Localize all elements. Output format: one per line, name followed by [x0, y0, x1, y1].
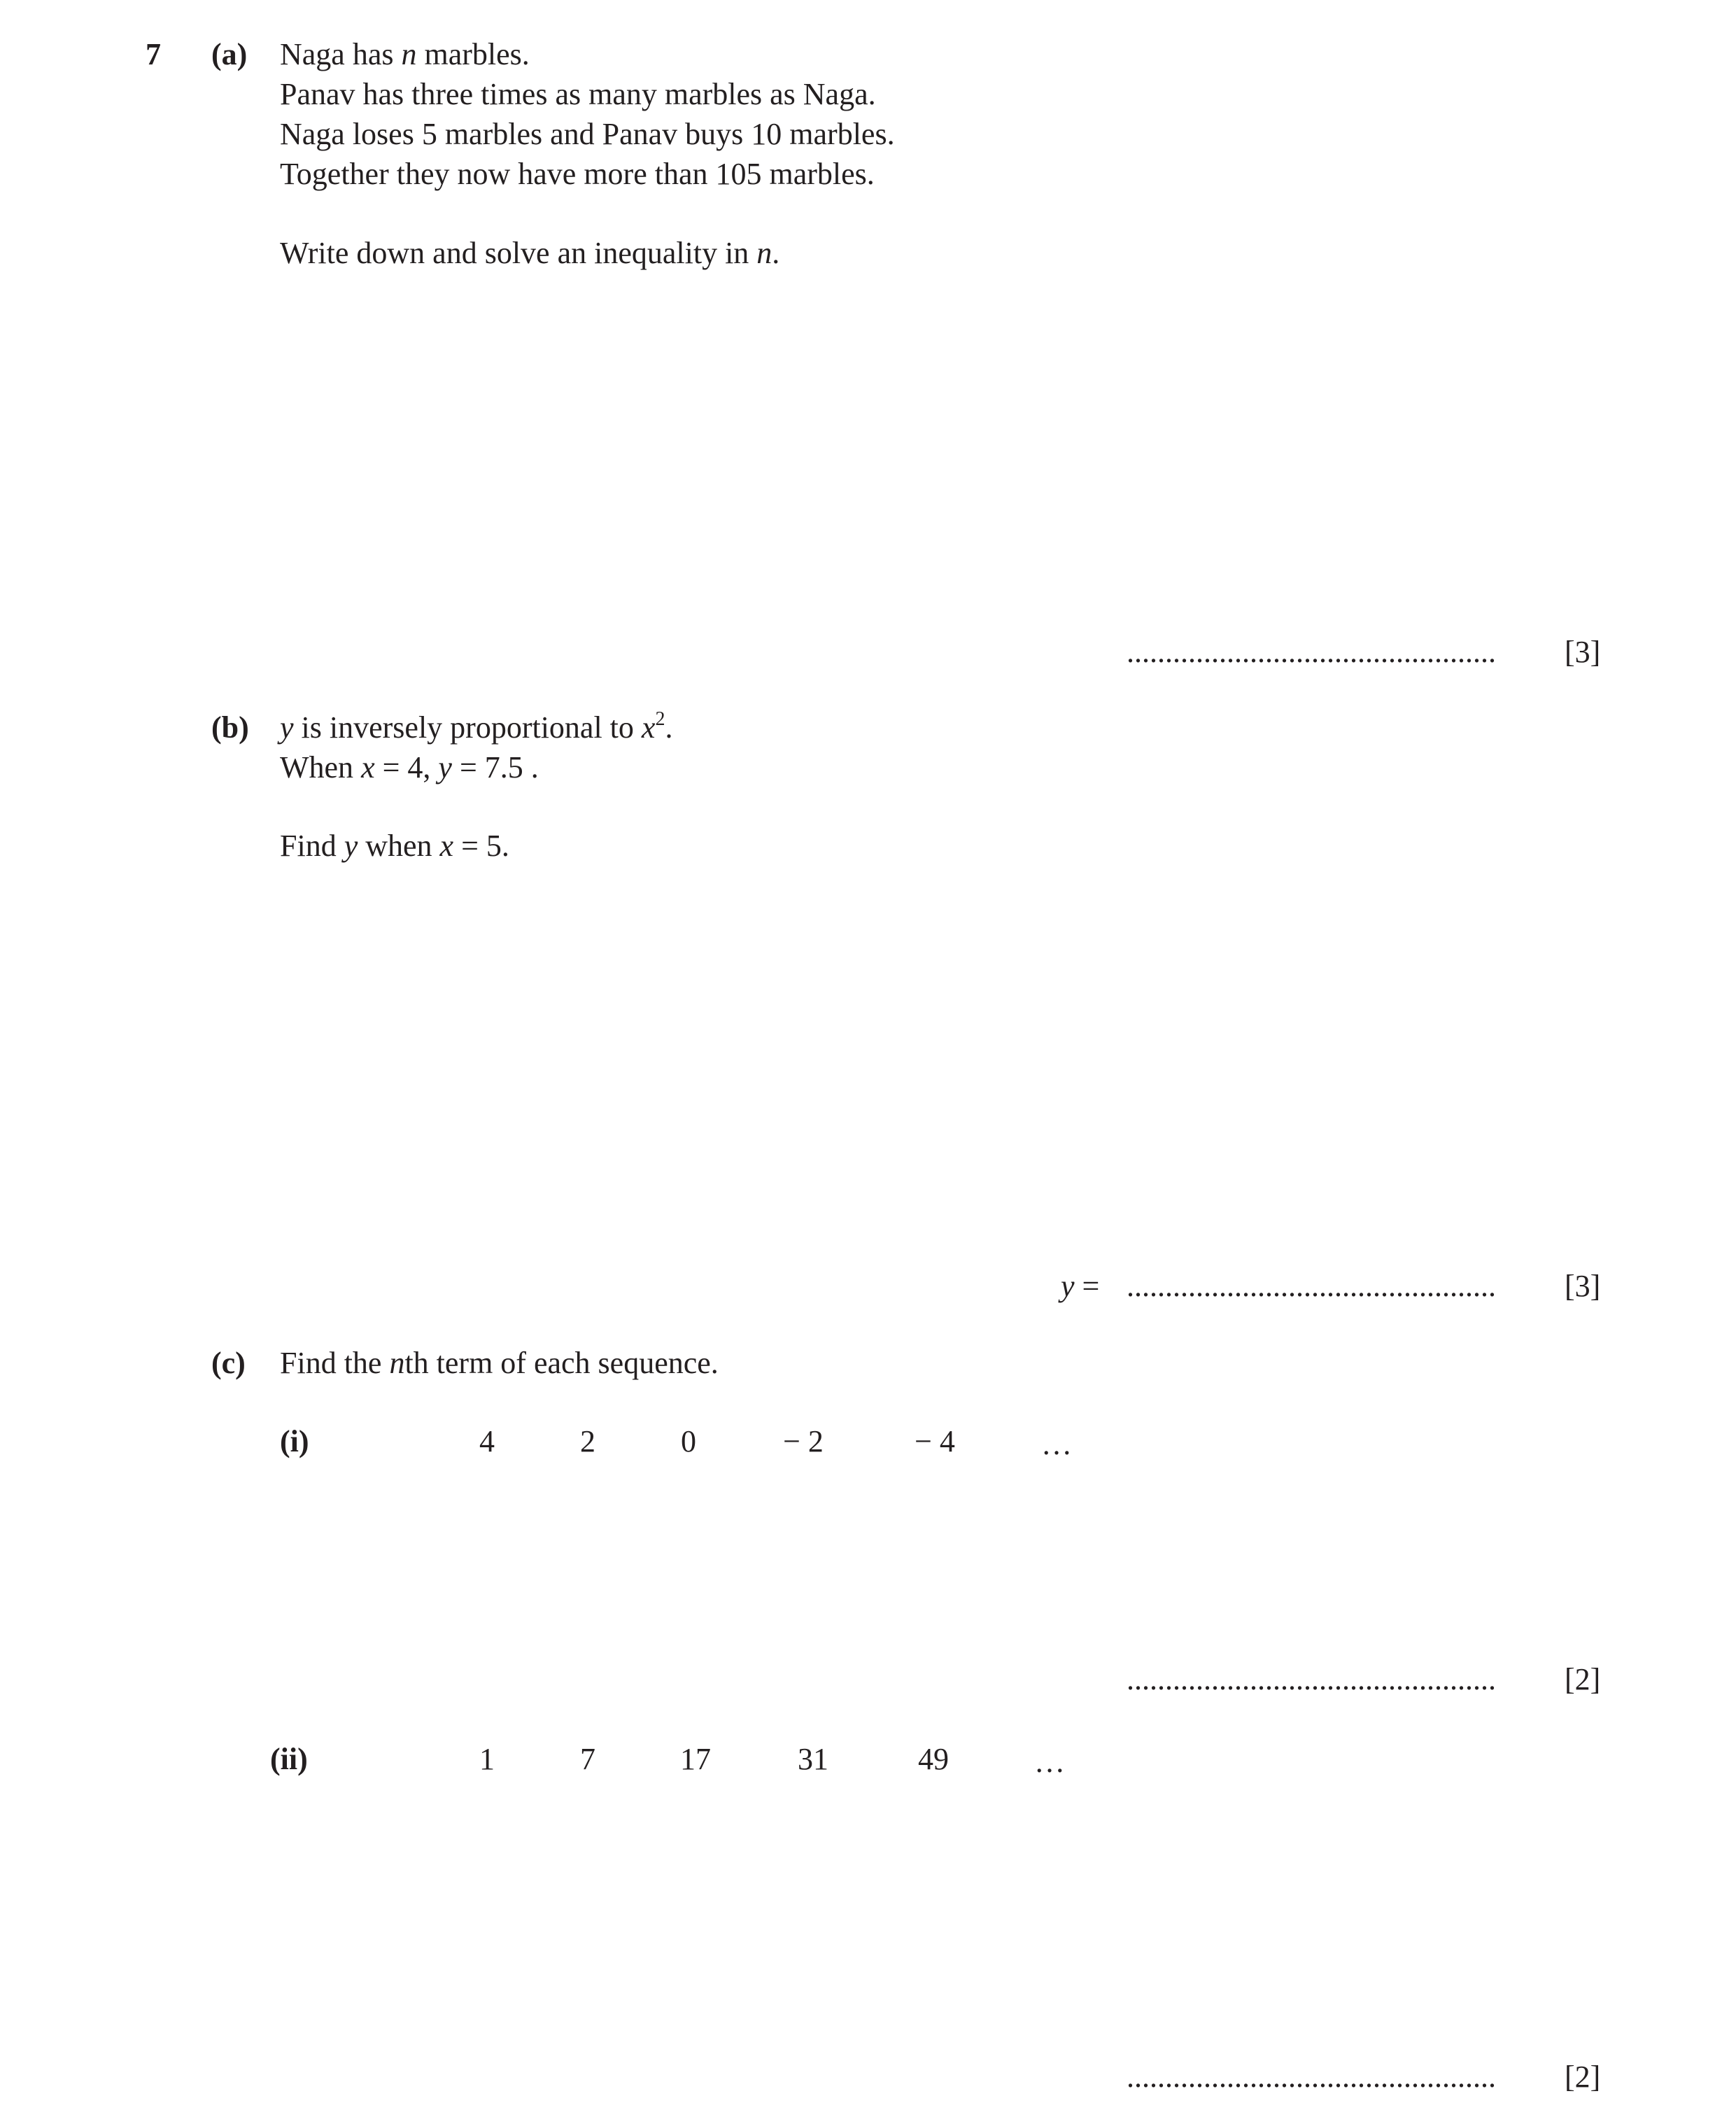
sequence-term: 31: [798, 1742, 828, 1776]
part-a-instruction-post: .: [772, 236, 780, 270]
variable-n: n: [401, 37, 417, 71]
part-b-line-2-mid-1: = 4,: [374, 750, 439, 785]
sequence-term: 49: [918, 1742, 949, 1776]
sequence-term: − 2: [783, 1424, 824, 1458]
exponent: 2: [655, 708, 665, 730]
part-b-line-1-end: .: [665, 710, 673, 745]
variable-y: y: [438, 750, 452, 785]
part-a-line-3: Naga loses 5 marbles and Panav buys 10 marbles.: [280, 117, 895, 151]
sub-i-label: (i): [280, 1424, 309, 1458]
part-a-line-1-pre: Naga has: [280, 37, 402, 71]
variable-n: n: [756, 236, 772, 270]
part-b-line-1: [280, 708, 672, 747]
sequence-term: 1: [479, 1742, 495, 1776]
variable-x: x: [361, 750, 375, 785]
part-a-answer-line[interactable]: ................................................: [1127, 635, 1496, 669]
part-b-instruction-pre: Find: [280, 829, 344, 863]
variable-y: y: [1061, 1269, 1075, 1303]
sub-ii-answer-line[interactable]: ................................................: [1127, 2060, 1496, 2094]
sequence-term: 4: [479, 1424, 495, 1458]
sequence-ellipsis: …: [1041, 1427, 1072, 1461]
part-a-line-4: Together they now have more than 105 marbles.: [280, 157, 875, 191]
part-b-answer-prefix: [1061, 1267, 1099, 1306]
part-b-answer-line[interactable]: ................................................: [1127, 1269, 1496, 1303]
question-number: 7: [146, 37, 161, 71]
part-c-instruction: [280, 1344, 719, 1383]
part-a-instruction-pre: Write down and solve an inequality in: [280, 236, 757, 270]
part-a-line-1-post: marbles.: [416, 37, 530, 71]
variable-x: x: [641, 710, 656, 745]
sequence-term: 0: [681, 1424, 696, 1458]
part-a-line-1: [280, 35, 530, 74]
part-b-marks: [3]: [1565, 1269, 1601, 1303]
sequence-term: 17: [680, 1742, 711, 1776]
part-a-instruction: [280, 234, 779, 273]
part-a-line-2: Panav has three times as many marbles as Naga.: [280, 77, 876, 111]
part-b-line-2-mid-2: = 7.5 .: [451, 750, 539, 785]
variable-y: y: [344, 829, 358, 863]
part-c-label: (c): [211, 1346, 246, 1380]
part-b-instruction: [280, 827, 509, 866]
part-c-instruction-pre: Find the: [280, 1346, 390, 1380]
part-a-marks: [3]: [1565, 635, 1601, 669]
part-a-label: (a): [211, 37, 248, 71]
part-b-line-2: [280, 748, 539, 787]
equals-sign: =: [1074, 1269, 1100, 1303]
sequence-ellipsis: …: [1034, 1745, 1065, 1779]
part-c-instruction-post: th term of each sequence.: [404, 1346, 719, 1380]
sub-ii-marks: [2]: [1565, 2060, 1601, 2094]
part-b-label: (b): [211, 710, 249, 745]
variable-y: y: [280, 710, 294, 745]
sequence-term: 2: [580, 1424, 595, 1458]
sub-ii-label: (ii): [270, 1742, 308, 1776]
sequence-term: − 4: [915, 1424, 955, 1458]
sequence-term: 7: [580, 1742, 595, 1776]
sub-i-answer-line[interactable]: ................................................: [1127, 1662, 1496, 1696]
variable-n: n: [389, 1346, 405, 1380]
sub-i-marks: [2]: [1565, 1662, 1601, 1696]
part-b-line-2-pre: When: [280, 750, 362, 785]
variable-x: x: [439, 829, 454, 863]
part-b-instruction-post: = 5.: [453, 829, 509, 863]
part-b-instruction-mid: when: [358, 829, 440, 863]
part-b-line-1-text: is inversely proportional to: [293, 710, 642, 745]
